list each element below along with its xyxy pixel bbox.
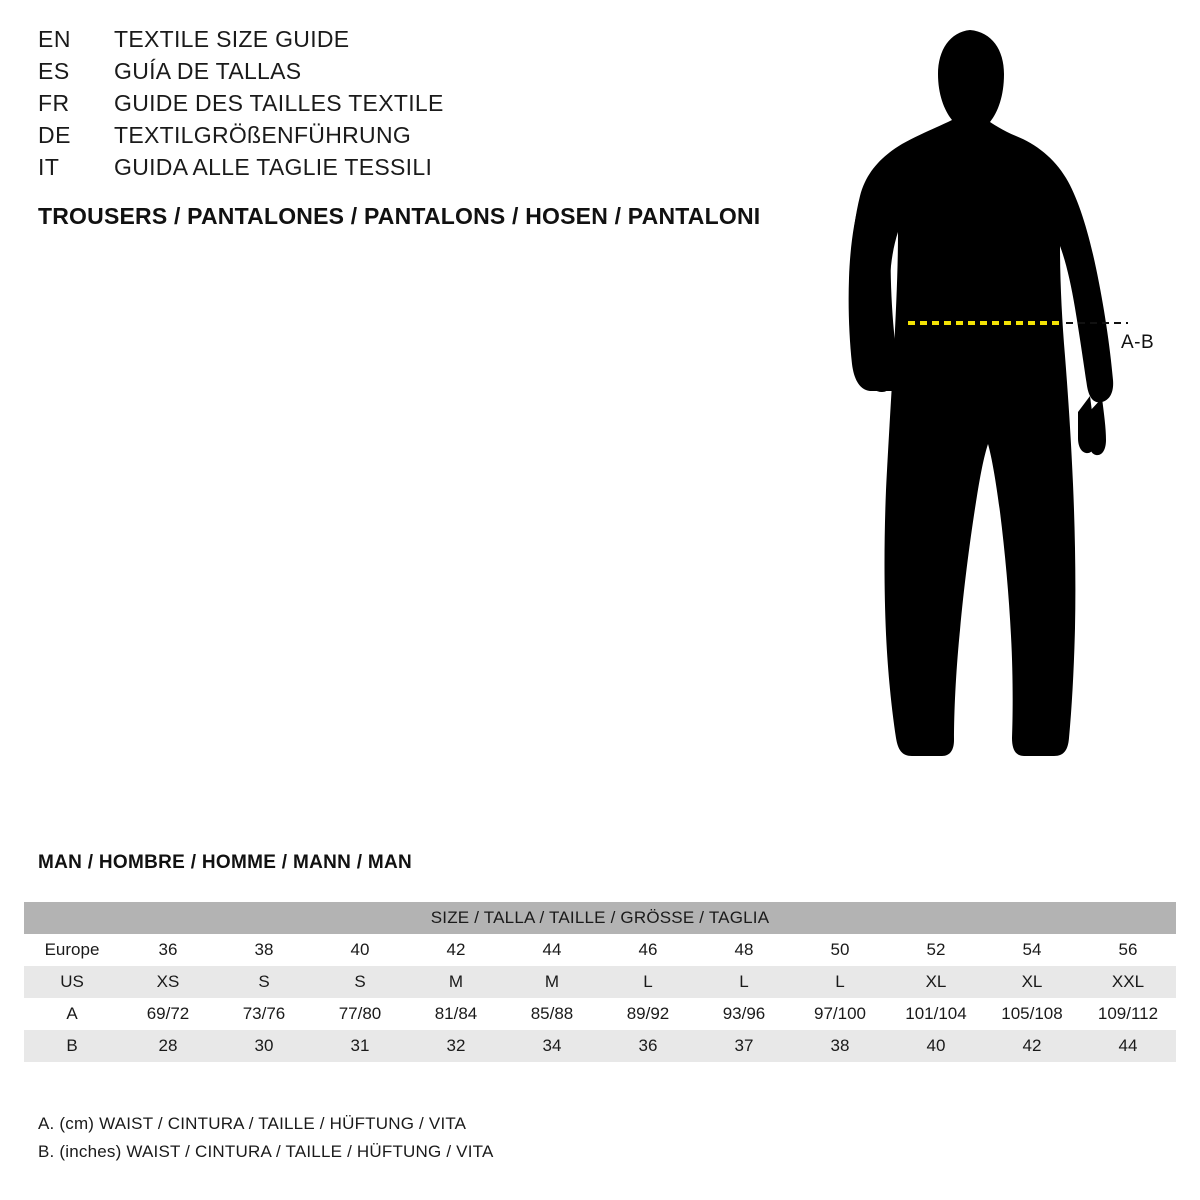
table-row [24,966,1176,998]
cell: 105/108 [1001,1004,1063,1023]
cell: 50 [830,940,850,959]
language-row [38,122,798,154]
cell: 42 [1022,1036,1042,1055]
cell: 69/72 [146,1004,190,1023]
cell: L [835,972,845,991]
language-code: EN [38,26,71,52]
cell: 37 [734,1036,754,1055]
cell: 85/88 [530,1004,574,1023]
cell: XL [1021,972,1043,991]
language-text: GUIDE DES TAILLES TEXTILE [114,90,444,116]
cell: 89/92 [626,1004,670,1023]
garment-title: TROUSERS / PANTALONES / PANTALONS / HOSEN / PANTALONI [38,203,761,229]
language-text: TEXTILGRÖßENFÜHRUNG [114,122,412,148]
table-row [24,1030,1176,1062]
header-block [38,26,798,230]
table-row [24,998,1176,1030]
cell: 81/84 [434,1004,478,1023]
cell: 34 [542,1036,562,1055]
cell: 44 [542,940,562,959]
cell: 101/104 [905,1004,967,1023]
language-code: ES [38,58,70,84]
language-row [38,154,798,186]
cell: S [354,972,366,991]
footnote-b: B. (inches) WAIST / CINTURA / TAILLE / HÜFTUNG / VITA [38,1142,494,1161]
cell: XXL [1111,972,1145,991]
cell: 28 [158,1036,178,1055]
cell: S [258,972,270,991]
cell: 46 [638,940,658,959]
measure-label-ab: A-B [1121,332,1155,353]
size-table [24,902,1176,1062]
cell: 97/100 [814,1004,866,1023]
cell: 38 [254,940,274,959]
cell: 38 [830,1036,850,1055]
cell: 36 [158,940,178,959]
male-silhouette-icon [790,20,1190,810]
language-row [38,90,798,122]
cell: M [448,972,464,991]
cell: 93/96 [722,1004,766,1023]
figure-area [790,20,1190,810]
table-header-label: SIZE / TALLA / TAILLE / GRÖSSE / TAGLIA [430,908,770,927]
cell: L [643,972,653,991]
language-row [38,58,798,90]
language-row [38,26,798,58]
cell: 109/112 [1097,1004,1159,1023]
cell: 48 [734,940,754,959]
cell: XS [156,972,180,991]
cell: 77/80 [338,1004,382,1023]
row-label: US [60,972,84,991]
size-table-wrap [24,902,1176,1062]
cell: 36 [638,1036,658,1055]
language-text: GUÍA DE TALLAS [114,58,302,84]
table-header-row [24,902,1176,934]
cell: 52 [926,940,946,959]
language-code: FR [38,90,70,116]
cell: 32 [446,1036,466,1055]
table-row [24,934,1176,966]
cell: 54 [1022,940,1042,959]
cell: 40 [350,940,370,959]
language-code: DE [38,122,71,148]
language-text: TEXTILE SIZE GUIDE [114,26,350,52]
gender-label: MAN / HOMBRE / HOMME / MANN / MAN [38,852,413,873]
cell: 40 [926,1036,946,1055]
cell: 44 [1118,1036,1138,1055]
row-label: A [66,1004,78,1023]
language-code: IT [38,154,60,180]
cell: L [739,972,749,991]
footnotes [38,1110,938,1166]
row-label: Europe [44,940,100,959]
row-label: B [66,1036,78,1055]
cell: XL [925,972,947,991]
cell: 30 [254,1036,274,1055]
language-text: GUIDA ALLE TAGLIE TESSILI [114,154,433,180]
cell: 56 [1118,940,1138,959]
cell: 42 [446,940,466,959]
cell: 73/76 [242,1004,286,1023]
cell: 31 [350,1036,370,1055]
cell: M [544,972,560,991]
footnote-a: A. (cm) WAIST / CINTURA / TAILLE / HÜFTUNG / VITA [38,1114,467,1133]
